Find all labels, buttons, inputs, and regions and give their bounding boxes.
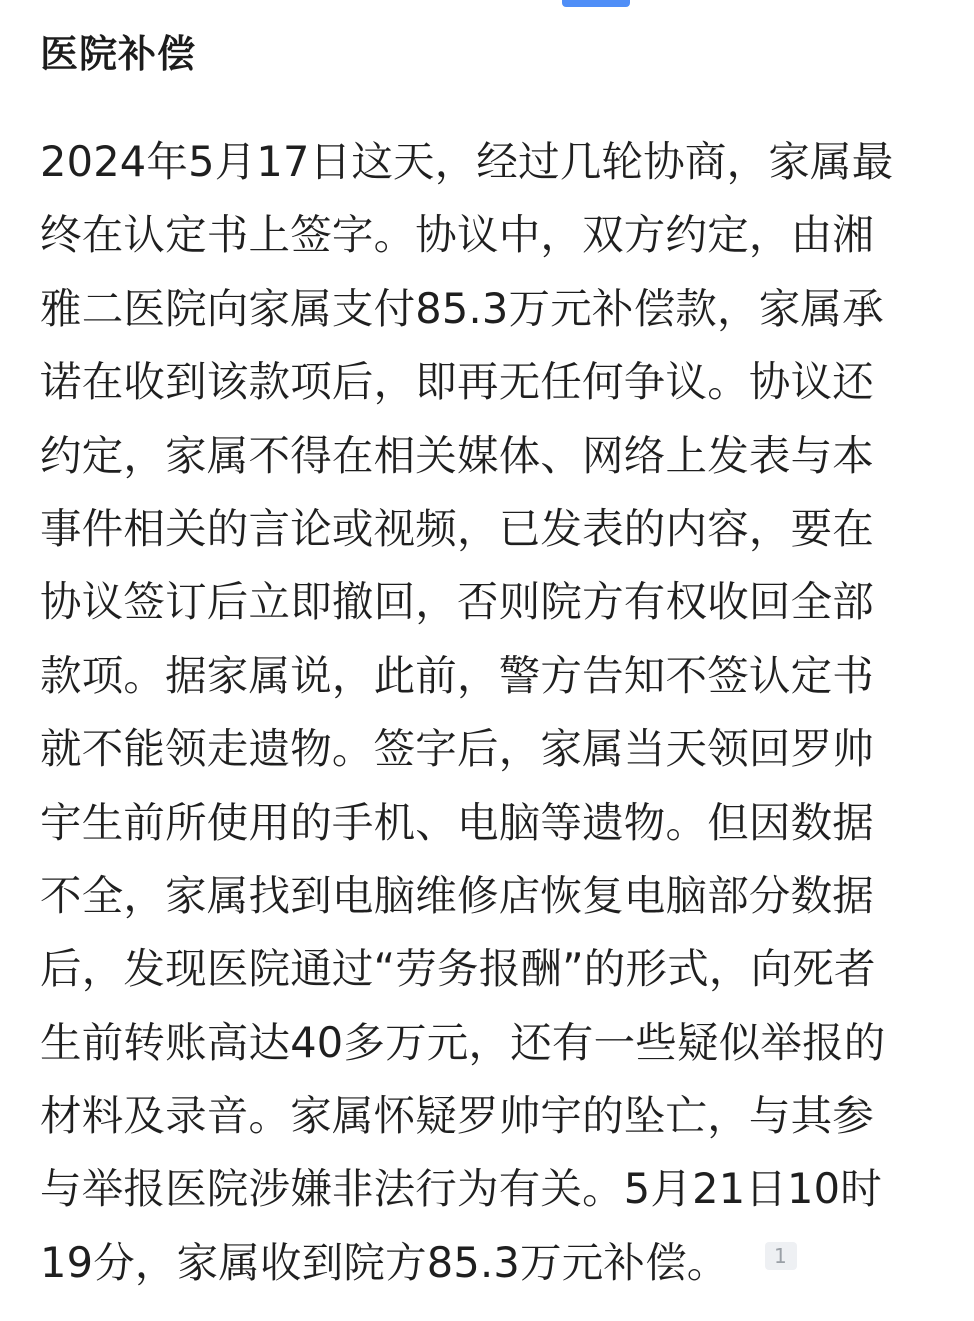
body-line: 约定，家属不得在相关媒体、网络上发表与本 bbox=[40, 430, 875, 480]
body-line: 不全，家属找到电脑维修店恢复电脑部分数据 bbox=[40, 870, 875, 920]
body-line: 生前转账高达40多万元，还有一些疑似举报的 bbox=[40, 1017, 886, 1067]
body-line-last-text: 19分，家属收到院方85.3万元补偿。 bbox=[40, 1237, 729, 1287]
body-line: 就不能领走遗物。签字后，家属当天领回罗帅 bbox=[40, 724, 875, 774]
body-line: 材料及录音。家属怀疑罗帅宇的坠亡，与其参 bbox=[40, 1091, 875, 1141]
body-line: 雅二医院向家属支付85.3万元补偿款，家属承 bbox=[40, 283, 884, 333]
article bbox=[40, 24, 938, 1299]
body-line: 2024年5月17日这天，经过几轮协商，家属最 bbox=[40, 137, 894, 186]
body-line: 事件相关的言论或视频，已发表的内容，要在 bbox=[40, 503, 875, 553]
section-title: 医院补偿 bbox=[40, 32, 197, 76]
body-line: 终在认定书上签字。协议中，双方约定，由湘 bbox=[40, 210, 875, 260]
body-line: 款项。据家属说，此前，警方告知不签认定书 bbox=[40, 650, 875, 700]
body-line: 协议签订后立即撤回，否则院方有权收回全部 bbox=[40, 577, 875, 627]
article-body bbox=[40, 125, 938, 1299]
footnote-reference[interactable]: 1 bbox=[765, 1242, 797, 1270]
body-line: 与举报医院涉嫌非法行为有关。5月21日10时 bbox=[40, 1164, 882, 1214]
body-line-last bbox=[40, 1226, 938, 1299]
body-line: 后，发现医院通过“劳务报酬”的形式，向死者 bbox=[40, 944, 876, 994]
body-line: 宇生前所使用的手机、电脑等遗物。但因数据 bbox=[40, 797, 875, 847]
top-drag-handle[interactable] bbox=[562, 0, 630, 7]
body-line: 诺在收到该款项后，即再无任何争议。协议还 bbox=[40, 357, 875, 407]
